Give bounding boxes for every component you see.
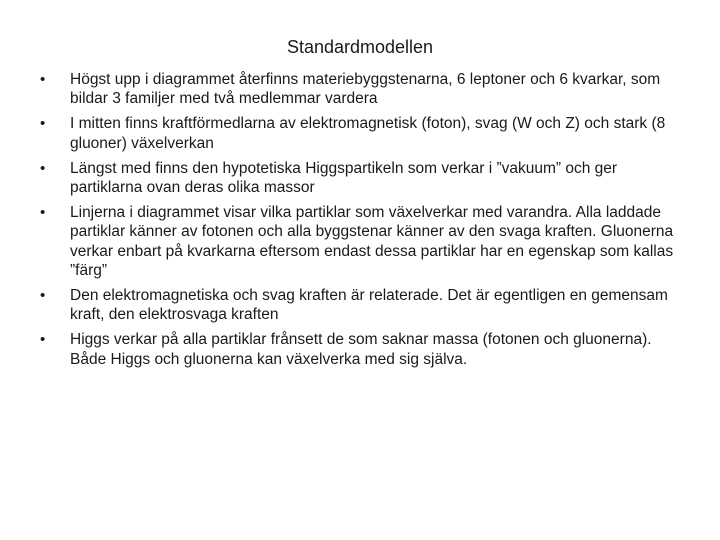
- bullet-list: [38, 70, 688, 375]
- list-item: [38, 114, 688, 152]
- bullet-marker: •: [40, 204, 46, 222]
- bullet-marker: •: [40, 331, 46, 349]
- list-item: [38, 330, 688, 368]
- slide-title: Standardmodellen: [286, 37, 434, 57]
- bullet-text: Higgs verkar på alla partiklar frånsett de som saknar massa (fotonen och gluonerna). Både Higgs och gluonerna kan växelverka med sig själva.: [70, 331, 652, 368]
- bullet-text: Längst med finns den hypotetiska Higgspartikeln som verkar i ”vakuum” och ger partiklarna ovan deras olika massor: [70, 159, 618, 197]
- bullet-marker: •: [40, 115, 46, 133]
- bullet-text: Linjerna i diagrammet visar vilka partiklar som växelverkar med varandra. Alla laddade partiklar känner av fotonen och alla byggstenar känner av den svaga kraften. Gluonerna verkar enbart på kvarkarna eftersom endast dessa partiklar har en egenskap som kallas ”färg”: [70, 204, 674, 279]
- bullet-text: Den elektromagnetiska och svag kraften är relaterade. Det är egentligen en gemensam kraft, den elektrosvaga kraften: [70, 287, 668, 324]
- bullet-text: Högst upp i diagrammet återfinns materiebyggstenarna, 6 leptoner och 6 kvarkar, som bildar 3 familjer med två medlemmar vardera: [70, 71, 661, 108]
- list-item: [38, 159, 688, 197]
- list-item: [38, 70, 688, 108]
- list-item: [38, 286, 688, 324]
- bullet-marker: •: [40, 71, 46, 88]
- bullet-marker: •: [40, 159, 46, 177]
- bullet-marker: •: [40, 287, 46, 305]
- bullet-text: I mitten finns kraftförmedlarna av elektromagnetisk (foton), svag (W och Z) och stark (8 gluoner) växelverkan: [70, 115, 666, 152]
- list-item: [38, 203, 688, 280]
